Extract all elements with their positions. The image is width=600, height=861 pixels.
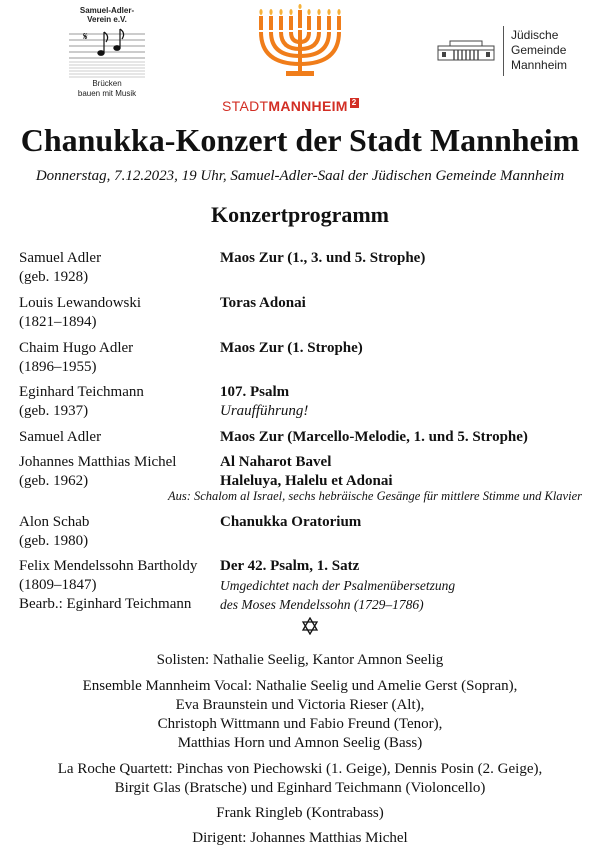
work-title: Der 42. Psalm, 1. Satz — [220, 558, 360, 574]
jgm-line3: Mannheim — [511, 58, 568, 72]
sav-name-line2: Verein e.V. — [87, 15, 127, 24]
stadt-name: MANNHEIM — [268, 98, 348, 114]
program-item-work — [220, 513, 361, 532]
composer-name: Chaim Hugo Adler — [19, 340, 134, 356]
synagogue-building-icon — [436, 38, 496, 62]
star-of-david-icon — [301, 617, 319, 635]
ensemble-line: Eva Braunstein und Victoria Rieser (Alt), — [175, 697, 425, 713]
composer-dates: (geb. 1928) — [19, 269, 89, 285]
stadt-mannheim-logo — [222, 98, 359, 114]
stadt-badge: 2 — [351, 98, 357, 107]
program-item-work — [220, 557, 455, 614]
jgm-line1: Jüdische — [511, 28, 559, 42]
music-staff-icon — [65, 26, 149, 78]
samuel-adler-verein-logo — [62, 6, 152, 106]
composer-name: Alon Schab — [19, 514, 90, 530]
program-item-work — [220, 453, 393, 491]
bassist: Frank Ringleb (Kontrabass) — [216, 805, 384, 821]
work-title: Maos Zur (1. Strophe) — [220, 340, 363, 356]
program-item-composer — [19, 383, 144, 421]
composer-dates: (1821–1894) — [19, 314, 97, 330]
stadt-prefix: STADT — [222, 98, 269, 114]
quartet-line: La Roche Quartett: Pinchas von Piechowski (1. Geige), Dennis Posin (2. Geige), — [57, 761, 543, 777]
work-title: Maos Zur (1., 3. und 5. Strophe) — [220, 250, 426, 266]
jgm-line2: Gemeinde — [511, 43, 567, 57]
program-item-composer — [19, 339, 133, 377]
work-source-note: Aus: Schalom al Israel, sechs hebräische Gesänge für mittlere Stimme und Klavier — [167, 489, 582, 503]
program-item-composer — [19, 428, 101, 447]
work-note-2: des Moses Mendelssohn (1729–1786) — [220, 597, 424, 612]
ensemble-line: Ensemble Mannheim Vocal: Nathalie Seelig und Amelie Gerst (Sopran), — [82, 678, 518, 694]
composer-dates: (geb. 1980) — [19, 533, 89, 549]
sav-tagline-line2: bauen mit Musik — [77, 89, 137, 98]
svg-text:𝄋: 𝄋 — [83, 30, 88, 43]
program-item-work — [220, 339, 363, 358]
composer-name: Louis Lewandowski — [19, 295, 142, 311]
work-note: Uraufführung! — [220, 403, 309, 419]
program-item-composer — [19, 513, 89, 551]
composer-dates: (1809–1847) — [19, 577, 97, 593]
quartet-line: Birgit Glas (Bratsche) und Eginhard Teichmann (Violoncello) — [114, 780, 486, 796]
composer-dates: (1896–1955) — [19, 359, 97, 375]
logo-divider — [503, 26, 504, 76]
menorah-icon — [252, 4, 348, 80]
work-title: Maos Zur (Marcello-Melodie, 1. und 5. Strophe) — [220, 429, 528, 445]
composer-dates: (geb. 1962) — [19, 473, 89, 489]
ensemble-line: Matthias Horn und Amnon Seelig (Bass) — [177, 735, 423, 751]
work-title: Al Naharot Bavel — [220, 454, 332, 470]
composer-name: Felix Mendelssohn Bartholdy — [19, 558, 198, 574]
work-note: Umgedichtet nach der Psalmenübersetzung — [220, 578, 456, 593]
sav-tagline-line1: Brücken — [92, 79, 122, 88]
juedische-gemeinde-logo-text — [511, 28, 567, 73]
program-item-work — [220, 428, 528, 447]
work-title: Toras Adonai — [220, 295, 306, 311]
program-heading: Konzertprogramm — [211, 202, 389, 227]
arranger: Bearb.: Eginhard Teichmann — [19, 596, 192, 612]
program-item-composer — [19, 557, 197, 614]
program-item-work — [220, 294, 306, 313]
event-details: Donnerstag, 7.12.2023, 19 Uhr, Samuel-Adler-Saal der Jüdischen Gemeinde Mannheim — [35, 168, 565, 184]
sav-name-line1: Samuel-Adler- — [79, 6, 135, 15]
composer-name: Samuel Adler — [19, 250, 102, 266]
program-item-composer — [19, 249, 101, 287]
composer-name: Samuel Adler — [19, 429, 102, 445]
page-title: Chanukka-Konzert der Stadt Mannheim — [20, 122, 580, 158]
ensemble-line: Christoph Wittmann und Fabio Freund (Tenor), — [157, 716, 443, 732]
composer-name: Johannes Matthias Michel — [19, 454, 177, 470]
work-title-2: Haleluya, Halelu et Adonai — [220, 473, 393, 489]
work-title: 107. Psalm — [220, 384, 290, 400]
program-item-work — [220, 249, 425, 268]
program-item-work — [220, 383, 308, 421]
program-item-composer — [19, 294, 141, 332]
soloists: Solisten: Nathalie Seelig, Kantor Amnon Seelig — [156, 652, 444, 668]
program-item-composer — [19, 453, 176, 491]
composer-name: Eginhard Teichmann — [19, 384, 144, 400]
conductor: Dirigent: Johannes Matthias Michel — [192, 830, 408, 846]
composer-dates: (geb. 1937) — [19, 403, 89, 419]
work-title: Chanukka Oratorium — [220, 514, 362, 530]
